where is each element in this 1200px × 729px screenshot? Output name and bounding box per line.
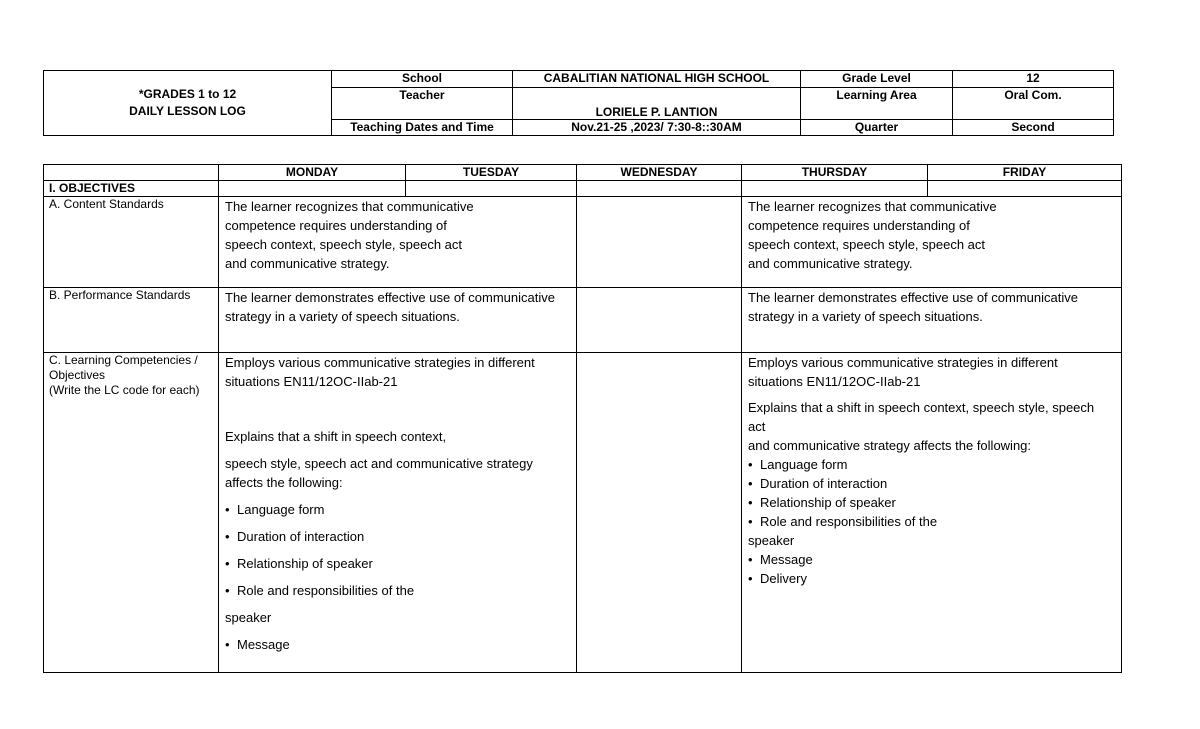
performance-standards-mon-tue: [219, 288, 577, 353]
content-line: speech context, speech style, speech act: [225, 237, 463, 252]
spacer: [225, 600, 570, 608]
bullet-icon: •: [225, 529, 230, 544]
bullet-item: • Role and responsibilities of the: [748, 514, 938, 529]
bullet-item: • Message: [225, 637, 290, 652]
spacer: [225, 519, 570, 527]
content-line: competence requires understanding of: [225, 218, 447, 233]
title-line-1: *GRADES 1 to 12: [138, 87, 237, 101]
performance-line: The learner demonstrates effective use of communicative: [225, 290, 555, 305]
quarter-label: Quarter: [801, 120, 953, 136]
spacer: [225, 546, 570, 554]
header-table: [43, 70, 1114, 136]
quarter-value: Second: [953, 120, 1114, 136]
bullet-item: • Duration of interaction: [225, 529, 365, 544]
content-line: The learner recognizes that communicative: [225, 199, 474, 214]
competencies-thu-fri: [742, 353, 1122, 673]
competencies-label-line: (Write the LC code for each): [49, 383, 200, 397]
spacer: [225, 391, 570, 427]
title-line-2: DAILY LESSON LOG: [129, 104, 246, 118]
bullet-item: • Duration of interaction: [748, 476, 888, 491]
bullet-item: • Message: [748, 552, 813, 567]
competency-line: Explains that a shift in speech context, speech style, speech act: [748, 400, 1095, 434]
log-title: [44, 71, 332, 136]
day-thursday: THURSDAY: [742, 165, 928, 181]
competency-line: Employs various communicative strategies in different: [748, 355, 1058, 370]
bullet-item: • Language form: [225, 502, 325, 517]
content-line: speech context, speech style, speech act: [748, 237, 986, 252]
learning-area-label: Learning Area: [801, 88, 953, 120]
spacer: [225, 573, 570, 581]
bullet-icon: •: [748, 457, 753, 472]
competency-line: Explains that a shift in speech context,: [225, 429, 447, 444]
day-wednesday: WEDNESDAY: [577, 165, 742, 181]
spacer: [748, 391, 1115, 398]
day-friday: FRIDAY: [928, 165, 1122, 181]
competency-line: and communicative strategy affects the following:: [748, 438, 1032, 453]
school-label: School: [332, 71, 513, 88]
content-standards-thu-fri: [742, 197, 1122, 288]
objectives-friday: [928, 181, 1122, 197]
competency-line: Employs various communicative strategies in different: [225, 355, 535, 370]
content-standards-wednesday: [577, 197, 742, 288]
objectives-monday: [219, 181, 406, 197]
lesson-table: [43, 164, 1122, 673]
bullet-icon: •: [225, 502, 230, 517]
learning-area-value: Oral Com.: [953, 88, 1114, 120]
bullet-icon: •: [748, 514, 753, 529]
spacer: [225, 446, 570, 454]
bullet-item: • Relationship of speaker: [225, 556, 373, 571]
day-monday: MONDAY: [219, 165, 406, 181]
spacer: [225, 492, 570, 500]
day-tuesday: TUESDAY: [406, 165, 577, 181]
bullet-icon: •: [225, 556, 230, 571]
bullet-icon: •: [748, 552, 753, 567]
teacher-label: Teacher: [332, 88, 513, 120]
content-line: The learner recognizes that communicative: [748, 199, 997, 214]
spacer: [225, 627, 570, 635]
content-line: and communicative strategy.: [748, 256, 913, 271]
dates-value: Nov.21-25 ,2023/ 7:30-8::30AM: [513, 120, 801, 136]
teacher-value: LORIELE P. LANTION: [513, 88, 801, 120]
performance-line: The learner demonstrates effective use of communicative: [748, 290, 1078, 305]
performance-standards-label: B. Performance Standards: [44, 288, 219, 353]
performance-line: strategy in a variety of speech situations.: [225, 309, 460, 324]
grade-level-value: 12: [953, 71, 1114, 88]
bullet-icon: •: [225, 637, 230, 652]
competency-line: situations EN11/12OC-IIab-21: [748, 374, 921, 389]
bullet-icon: •: [748, 476, 753, 491]
competency-line: affects the following:: [225, 475, 343, 490]
objectives-thursday: [742, 181, 928, 197]
competencies-label-line: C. Learning Competencies /: [49, 353, 198, 367]
competencies-label-line: Objectives: [49, 368, 106, 382]
competency-line: situations EN11/12OC-IIab-21: [225, 374, 398, 389]
bullet-item: • Language form: [748, 457, 848, 472]
performance-standards-thu-fri: [742, 288, 1122, 353]
objectives-heading: I. OBJECTIVES: [44, 181, 219, 197]
content-line: and communicative strategy.: [225, 256, 390, 271]
bullet-icon: •: [225, 583, 230, 598]
performance-line: strategy in a variety of speech situations.: [748, 309, 983, 324]
bullet-icon: •: [748, 571, 753, 586]
grade-level-label: Grade Level: [801, 71, 953, 88]
competency-line: speaker: [748, 533, 795, 548]
dates-label: Teaching Dates and Time: [332, 120, 513, 136]
competencies-wednesday: [577, 353, 742, 673]
objectives-tuesday: [406, 181, 577, 197]
objectives-wednesday: [577, 181, 742, 197]
performance-standards-wednesday: [577, 288, 742, 353]
corner-cell: [44, 165, 219, 181]
competencies-label: [44, 353, 219, 673]
bullet-item: • Relationship of speaker: [748, 495, 896, 510]
bullet-icon: •: [748, 495, 753, 510]
content-line: competence requires understanding of: [748, 218, 970, 233]
bullet-item: • Role and responsibilities of the: [225, 583, 415, 598]
competency-line: speaker: [225, 610, 272, 625]
school-value: CABALITIAN NATIONAL HIGH SCHOOL: [513, 71, 801, 88]
competencies-mon-tue: [219, 353, 577, 673]
competency-line: speech style, speech act and communicative strategy: [225, 456, 533, 471]
content-standards-mon-tue: [219, 197, 577, 288]
content-standards-label: A. Content Standards: [44, 197, 219, 288]
bullet-item: • Delivery: [748, 571, 807, 586]
